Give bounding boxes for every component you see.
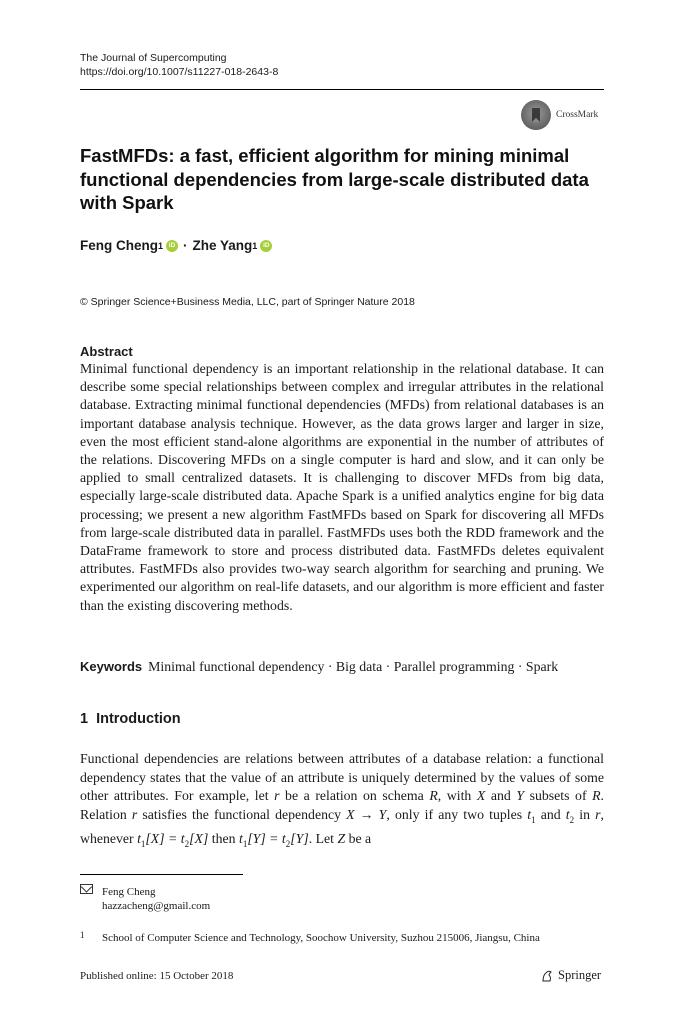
contact-name: Feng Cheng xyxy=(102,886,156,898)
orcid-icon[interactable]: iD xyxy=(260,240,272,252)
author-separator: · xyxy=(183,238,188,253)
section-title: Introduction xyxy=(96,711,181,727)
author-name[interactable]: Zhe Yang xyxy=(192,238,253,253)
crossmark-icon xyxy=(521,100,551,130)
affiliation-number: 1 xyxy=(80,930,85,940)
section-heading xyxy=(80,711,181,727)
abstract-body: Minimal functional dependency is an important relationship in the relational database. It can describe some special relationships between complex and irregular attributes in the relational database. Extracting minimal functional dependencies (MFDs) from relational databases is an important database analysis technique. However, as the data grows larger and larger in size, even the most efficient stand-alone algorithms are exponential in the number of attributes of the relations. Discovering MFDs on a single computer is hard and slow, and it can only be applied to small centralized datasets. It is challenging to discover MFDs from big data, especially large-scale distributed data. Apache Spark is a unified analytics engine for big data processing; we present a new algorithm FastMFDs based on Spark for discovering all MFDs from large-scale distributed data in parallel. FastMFDs uses both the RDD framework and the DataFrame framework to store and process distributed data. FastMFDs deletes equivalent attributes. FastMFDs also provides two-way search algorithm for searching and pruning. We experimented our algorithm on real-life datasets, and our algorithm is more efficient and faster than the existing discovering methods. xyxy=(80,361,604,613)
author-affil-marker: 1 xyxy=(158,240,164,251)
intro-paragraph: Functional dependencies are relations between attributes of a database relation: a functional dependency states that the value of an attribute is uniquely determined by the values of some other attributes. For example, let r be a relation on schema R, with X and Y subsets of R. Relation r satisfies the functional dependency X → Y, only if any two tuples $t_1$ and $t_2$ in r, whenever $t_1[X] = t_2[X]$ then $t_1[Y] = t_2[Y]$. Let Z be a xyxy=(80,751,604,849)
published-date: Published online: 15 October 2018 xyxy=(80,970,234,982)
contact-email[interactable]: hazzacheng@gmail.com xyxy=(102,900,211,912)
corresponding-author xyxy=(80,884,155,900)
keywords-text: Minimal functional dependency · Big data · Parallel programming · Spark xyxy=(148,659,559,674)
publisher-name: Springer xyxy=(558,968,602,982)
header-rule xyxy=(80,89,604,90)
copyright-notice: © Springer Science+Business Media, LLC, part of Springer Nature 2018 xyxy=(80,296,415,308)
section-number: 1 xyxy=(80,711,89,727)
springer-horse-icon xyxy=(540,969,554,983)
doi-link[interactable]: https://doi.org/10.1007/s11227-018-2643-8 xyxy=(80,66,279,78)
keywords-line xyxy=(80,658,604,676)
envelope-icon xyxy=(80,884,93,894)
affiliation-footnote xyxy=(80,930,604,944)
abstract-heading: Abstract xyxy=(80,344,133,359)
footnote-rule xyxy=(80,874,243,875)
publisher-logo xyxy=(540,968,601,983)
orcid-icon[interactable]: iD xyxy=(166,240,178,252)
crossmark-label: CrossMark xyxy=(556,110,599,120)
affiliation-text: School of Computer Science and Technology, Soochow University, Suzhou 215006, Jiangsu, China xyxy=(102,932,540,944)
journal-name: The Journal of Supercomputing xyxy=(80,52,227,64)
keywords-label: Keywords xyxy=(80,659,143,674)
crossmark-badge[interactable] xyxy=(521,100,598,130)
author-list xyxy=(80,238,272,253)
author-name[interactable]: Feng Cheng xyxy=(80,238,158,253)
author-affil-marker: 1 xyxy=(252,240,258,251)
paper-title: FastMFDs: a fast, efficient algorithm for mining minimal functional dependencies from large-scale distributed data with Spark xyxy=(80,145,589,213)
